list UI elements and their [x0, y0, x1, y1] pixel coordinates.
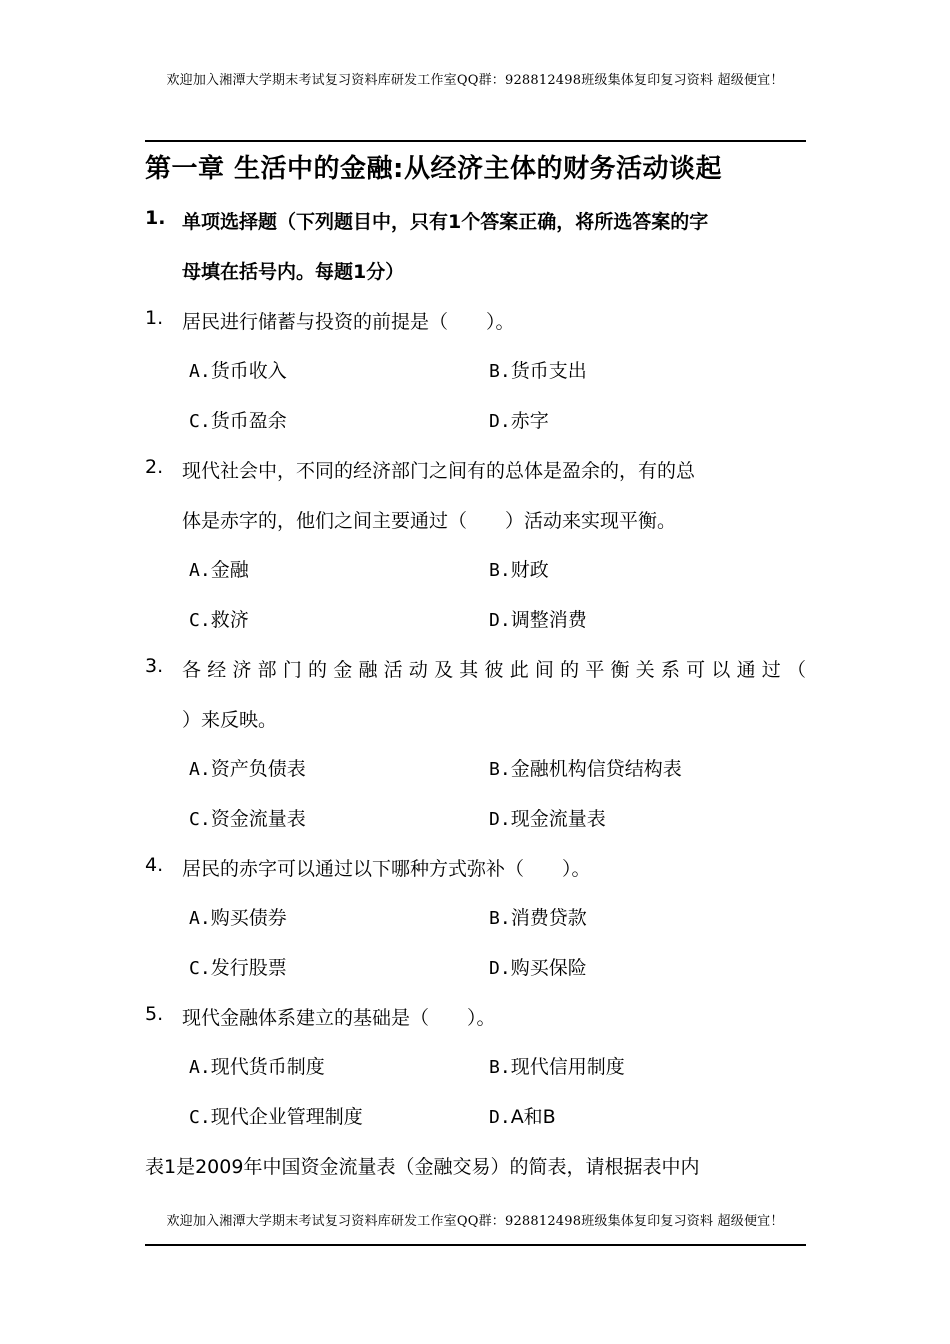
option-text: 金融机构信贷结构表: [510, 758, 682, 780]
chapter-title: 第一章 生活中的金融:从经济主体的财务活动谈起: [145, 154, 722, 184]
question-number: 4.: [145, 854, 164, 876]
option-d: [489, 406, 549, 433]
question-text: 现代金融体系建立的基础是（ ）。: [182, 1007, 496, 1029]
option-d: [489, 605, 587, 632]
option-letter: B.: [489, 1057, 511, 1078]
option-letter: C.: [189, 1107, 211, 1128]
option-text: 购买债券: [210, 907, 287, 929]
option-text: 资金流量表: [210, 808, 306, 830]
option-c: [189, 804, 306, 831]
option-letter: A.: [189, 560, 211, 581]
option-c: [189, 1102, 363, 1129]
option-letter: B.: [489, 908, 511, 929]
option-a: [189, 1052, 325, 1079]
page-footer-note: 欢迎加入湘潭大学期末考试复习资料库研发工作室QQ群：928812498班级集体复印复习资料 超级便宜！: [166, 1214, 784, 1229]
header-rule: [145, 140, 806, 142]
option-c: [189, 406, 287, 433]
option-text: 现代企业管理制度: [210, 1106, 363, 1128]
option-text: 资产负债表: [210, 758, 306, 780]
option-letter: C.: [189, 610, 211, 631]
option-c: [189, 605, 249, 632]
option-letter: C.: [189, 809, 211, 830]
question-number: 2.: [145, 456, 164, 478]
question-text-line-1: 各经济部门的金融活动及其彼此间的平衡关系可以通过（: [182, 659, 806, 681]
option-letter: C.: [189, 958, 211, 979]
option-letter: D.: [489, 809, 511, 830]
option-letter: A.: [189, 759, 211, 780]
option-text: 货币支出: [510, 360, 587, 382]
option-b: [489, 903, 587, 930]
option-d: [489, 1102, 556, 1129]
option-letter: A.: [189, 1057, 211, 1078]
option-text: 消费贷款: [510, 907, 587, 929]
option-a: [189, 754, 306, 781]
question-text-line-1: 现代社会中，不同的经济部门之间有的总体是盈余的，有的总: [182, 460, 696, 482]
option-letter: A.: [189, 361, 211, 382]
option-text: 救济: [210, 609, 249, 631]
option-letter: D.: [489, 610, 511, 631]
option-text: 现代信用制度: [510, 1056, 625, 1078]
option-text: 调整消费: [510, 609, 587, 631]
footer-rule: [145, 1244, 806, 1246]
question-text: 居民的赤字可以通过以下哪种方式弥补（ ）。: [182, 858, 591, 880]
question-text-line-2: 体是赤字的，他们之间主要通过（ ）活动来实现平衡。: [182, 510, 677, 532]
question-number: 5.: [145, 1003, 164, 1025]
option-d: [489, 953, 587, 980]
option-letter: B.: [489, 361, 511, 382]
section-heading-line-1: 单项选择题（下列题目中，只有1个答案正确，将所选答案的字: [182, 211, 709, 233]
option-text: 现代货币制度: [210, 1056, 325, 1078]
table-intro-paragraph: 表1是2009年中国资金流量表（金融交易）的简表，请根据表中内: [145, 1156, 700, 1178]
option-text: 货币收入: [210, 360, 287, 382]
option-c: [189, 953, 287, 980]
question-number: 1.: [145, 307, 164, 329]
option-text: 发行股票: [210, 957, 287, 979]
question-number: 3.: [145, 655, 164, 677]
option-d: [489, 804, 606, 831]
option-letter: D.: [489, 1107, 511, 1128]
option-letter: B.: [489, 560, 511, 581]
option-a: [189, 356, 287, 383]
option-text: 赤字: [510, 410, 549, 432]
question-text-line-2: ）来反映。: [182, 709, 278, 731]
option-text: 购买保险: [510, 957, 587, 979]
option-letter: B.: [489, 759, 511, 780]
option-text: 货币盈余: [210, 410, 287, 432]
option-text: 金融: [210, 559, 249, 581]
option-letter: C.: [189, 411, 211, 432]
option-a: [189, 903, 287, 930]
option-b: [489, 1052, 625, 1079]
option-text: A和B: [510, 1106, 556, 1128]
option-b: [489, 754, 682, 781]
option-b: [489, 356, 587, 383]
option-a: [189, 555, 249, 582]
option-letter: D.: [489, 411, 511, 432]
page-header-note: 欢迎加入湘潭大学期末考试复习资料库研发工作室QQ群：928812498班级集体复印复习资料 超级便宜！: [166, 73, 784, 88]
option-letter: A.: [189, 908, 211, 929]
option-b: [489, 555, 549, 582]
question-text: 居民进行储蓄与投资的前提是（ ）。: [182, 311, 515, 333]
section-number: 1.: [145, 207, 166, 229]
section-heading-line-2: 母填在括号内。每题1分）: [182, 261, 405, 283]
option-text: 财政: [510, 559, 549, 581]
option-text: 现金流量表: [510, 808, 606, 830]
option-letter: D.: [489, 958, 511, 979]
